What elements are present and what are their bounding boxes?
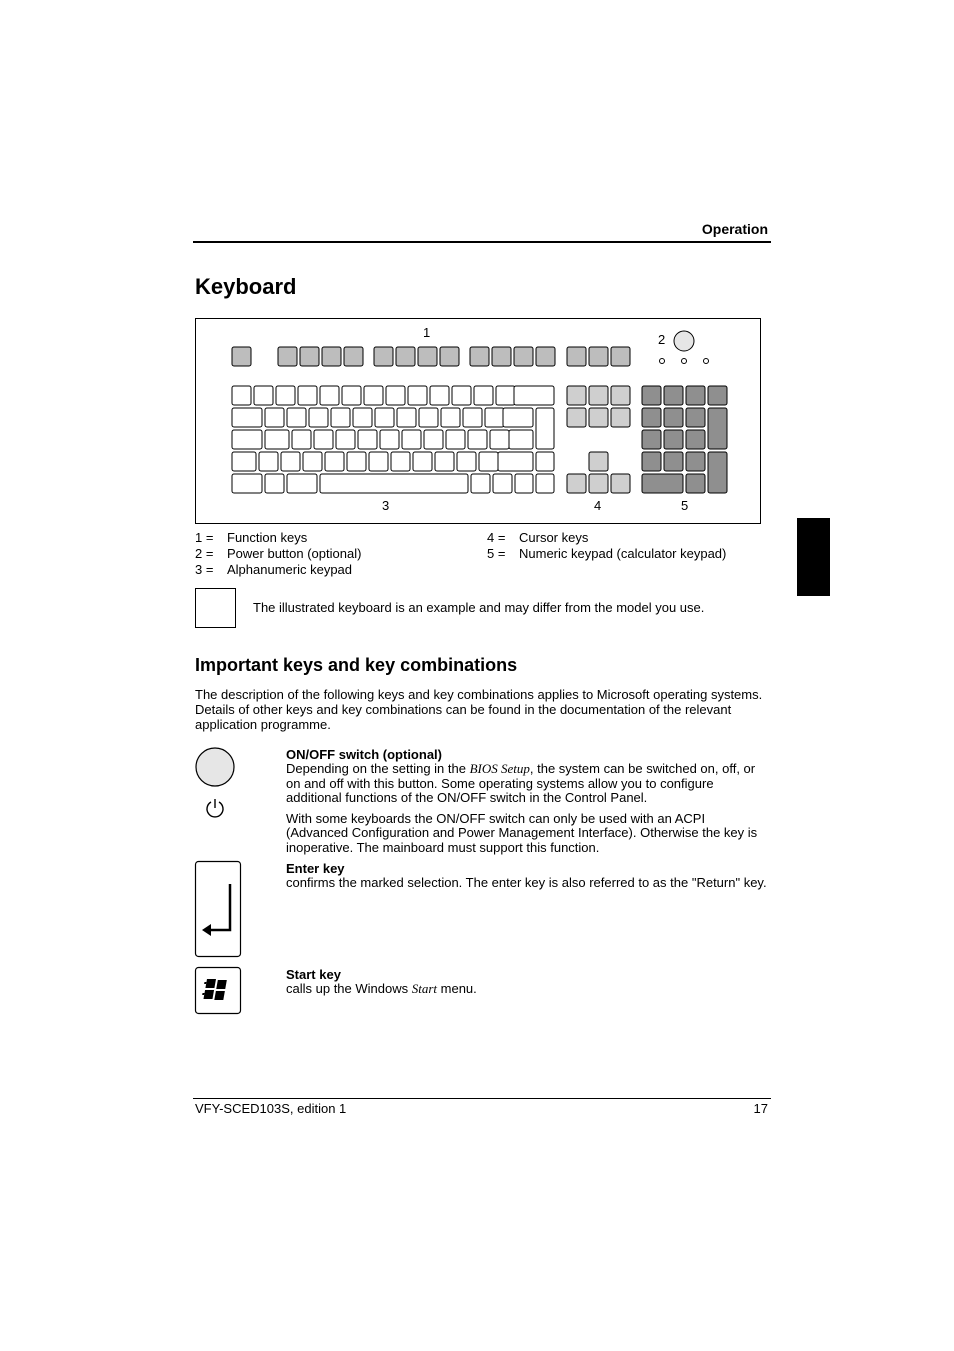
enter-description: [286, 861, 770, 891]
enter-title: Enter key: [286, 861, 345, 876]
legend-num: 1 =: [195, 530, 214, 545]
legend-text: Alphanumeric keypad: [227, 562, 353, 577]
keyboard-illustration: [196, 319, 762, 525]
onoff-body: Depending on the setting in the BIOS Setup, the system can be switched on, off, or on and off with this button. Some operating systems allow you to configure additional functions of the ON/OFF switch in the Control Panel.: [286, 761, 756, 805]
legend-text: Function keys: [227, 530, 308, 545]
callout-4: 4: [594, 498, 602, 513]
numeric-keypad: [642, 386, 727, 493]
onoff-description: [286, 747, 770, 855]
page-title: Keyboard: [195, 274, 297, 299]
page-number: 17: [753, 1101, 768, 1116]
callout-2: 2: [658, 332, 666, 347]
onoff-body-2: With some keyboards the ON/OFF switch can only be used with an ACPI (Advanced Configuration and Power Management Interface). Otherwise the key is inoperative. The mainboard must support this function.: [286, 810, 758, 855]
legend-num: 5 =: [487, 546, 506, 561]
header-rule: [193, 241, 771, 243]
legend-num: 3 =: [195, 562, 214, 577]
start-body: calls up the Windows Start menu.: [286, 981, 477, 996]
callout-1: 1: [423, 325, 431, 340]
legend-text: Numeric keypad (calculator keypad): [519, 546, 727, 561]
intro-paragraph: The description of the following keys and key combinations applies to Microsoft operating systems. Details of other keys and key combinations can be found in the documentation of the relevant application programme.: [195, 687, 763, 732]
callout-5: 5: [681, 498, 689, 513]
running-header: Operation: [701, 221, 768, 237]
legend-num: 2 =: [195, 546, 214, 561]
cursor-keys: [567, 386, 630, 493]
bios-setup-term: BIOS Setup: [469, 761, 530, 776]
onoff-key-icon: [194, 746, 238, 826]
callout-3: 3: [382, 498, 390, 513]
enter-body: confirms the marked selection. The enter key is also referred to as the "Return" key.: [286, 875, 767, 890]
chapter-tab: [797, 518, 830, 596]
power-button-icon: [674, 331, 694, 351]
legend-text: Power button (optional): [227, 546, 362, 561]
legend-text: Cursor keys: [519, 530, 589, 545]
footer-rule: [193, 1098, 771, 1099]
alphanumeric-keypad: [232, 386, 554, 493]
enter-key-icon: [194, 860, 244, 960]
power-symbol-icon: [207, 799, 223, 817]
footer-document-id: VFY-SCED103S, edition 1: [195, 1101, 347, 1116]
function-keys: [232, 347, 630, 366]
start-description: [286, 967, 770, 997]
onoff-title: ON/OFF switch (optional): [286, 747, 442, 762]
start-term: Start: [411, 981, 438, 996]
section-title: Important keys and key combinations: [195, 655, 518, 675]
start-title: Start key: [286, 967, 341, 982]
start-key-icon: [194, 966, 244, 1016]
note-text: The illustrated keyboard is an example and may differ from the model you use.: [253, 600, 705, 615]
keyboard-figure: [195, 318, 761, 524]
note-icon: [195, 588, 236, 628]
legend-num: 4 =: [487, 530, 506, 545]
